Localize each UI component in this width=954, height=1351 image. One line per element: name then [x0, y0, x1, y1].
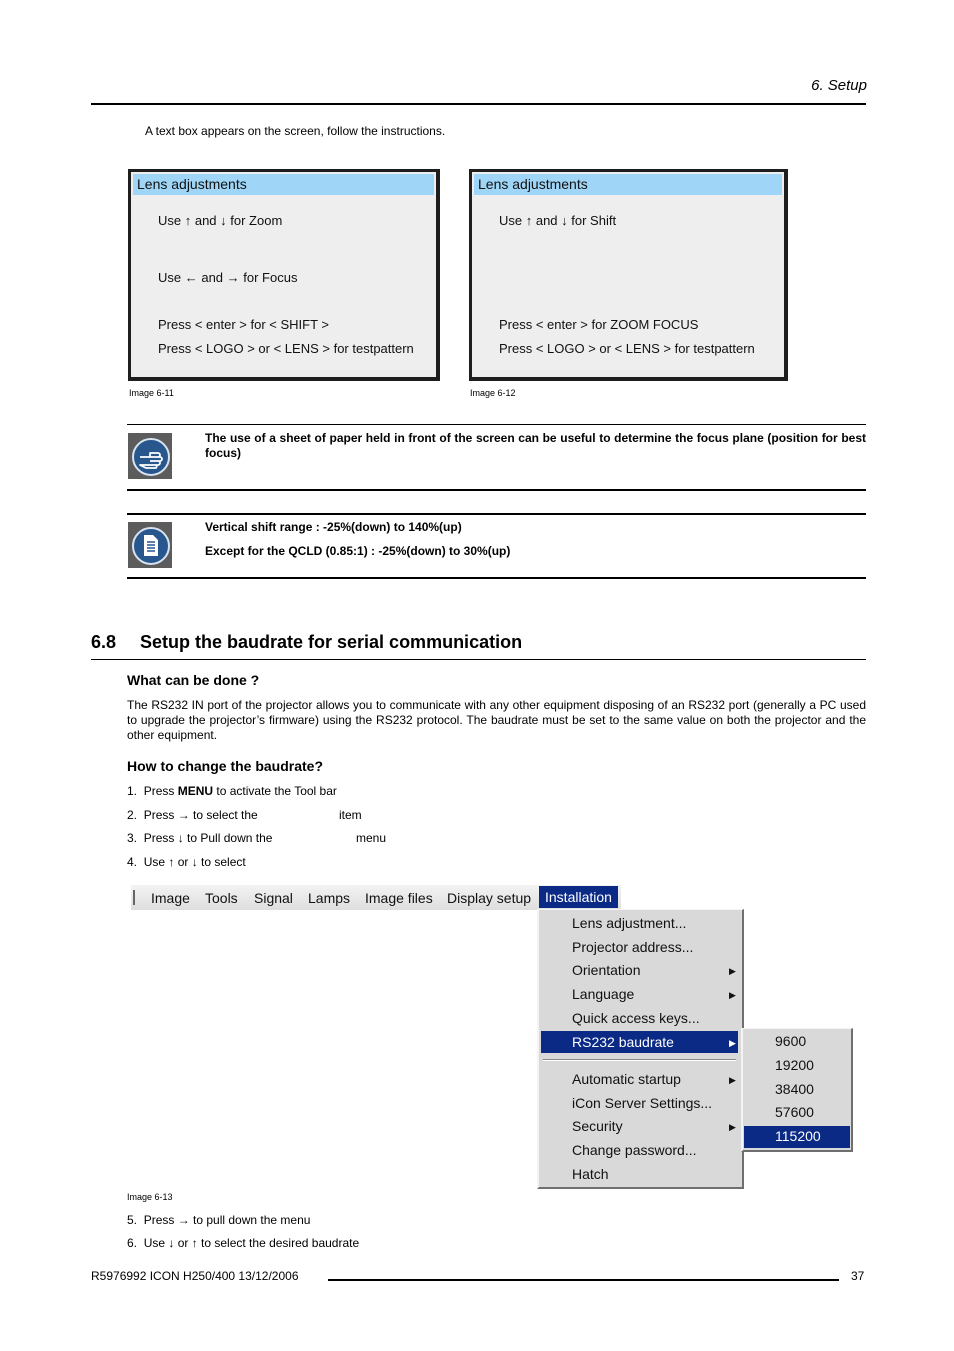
step-number: 4.: [127, 855, 138, 869]
lens-line: Use ↑ and ↓ for Shift: [499, 213, 617, 228]
submenu-arrow-icon: ▶: [729, 1122, 736, 1132]
step-text: Press → to pull down the menu: [143, 1213, 311, 1227]
step-text: to activate the Tool bar: [213, 784, 337, 798]
what-heading: What can be done ?: [127, 672, 260, 688]
tip-text: The use of a sheet of paper held in front of the screen can be useful to determine the focus plane (position for best focus): [205, 431, 866, 460]
tip-rule-top: [127, 424, 866, 425]
lens-line: Use ← and → for Focus: [158, 270, 298, 285]
qcld-shift-range-text: Except for the QCLD (0.85:1) : -25%(down) to 30%(up): [205, 544, 511, 558]
step-2-tail: item: [339, 808, 362, 822]
footer-rule: [328, 1279, 839, 1281]
note-rule-bottom: [127, 577, 866, 579]
step-3: [127, 831, 272, 845]
image-caption: Image 6-13: [127, 1192, 173, 1202]
baudrate-38400[interactable]: 38400: [775, 1081, 814, 1097]
lens-line: Press < enter > for < SHIFT >: [158, 317, 329, 332]
lens-box-title: Lens adjustments: [474, 174, 782, 195]
running-header: 6. Setup: [811, 77, 867, 94]
how-heading: How to change the baudrate?: [127, 758, 324, 774]
section-heading: [91, 632, 522, 653]
baudrate-19200[interactable]: 19200: [775, 1057, 814, 1073]
menu-key: MENU: [177, 784, 214, 798]
menu-display-setup[interactable]: Display setup: [447, 890, 532, 906]
section-number: 6.8: [91, 632, 117, 652]
step-4: [127, 855, 246, 869]
lens-adjustments-box-zoom-focus: [128, 169, 440, 381]
step-2: [127, 808, 258, 822]
step-6: [127, 1236, 359, 1250]
baudrate-9600[interactable]: 9600: [775, 1033, 807, 1049]
lens-line: Press < LOGO > or < LENS > for testpattern: [158, 341, 414, 356]
tool-bar-grip: [133, 890, 135, 905]
step-1: [127, 784, 337, 798]
lens-line: Press < enter > for ZOOM FOCUS: [499, 317, 699, 332]
section-rule: [91, 659, 866, 660]
menu-image[interactable]: Image: [151, 890, 190, 906]
step-number: 2.: [127, 808, 138, 822]
image-caption: Image 6-12: [470, 388, 516, 398]
section-title: Setup the baudrate for serial communication: [140, 632, 523, 652]
note-icon: [128, 522, 172, 568]
menu-lamps[interactable]: Lamps: [308, 890, 351, 906]
step-number: 5.: [127, 1213, 138, 1227]
footer-document-id: R5976992 ICON H250/400 13/12/2006: [91, 1269, 299, 1283]
step-5: [127, 1213, 310, 1227]
what-paragraph: The RS232 IN port of the projector allows you to communicate with any other equipment disposing of an RS232 port (generally a PC used to upgrade the projector’s firmware) using the RS232 protocol. The baudrate must be set to the same value on both the projector and the other equipment.: [127, 698, 866, 742]
menu-item-language[interactable]: Language: [572, 986, 635, 1002]
note-rule-top: [127, 513, 866, 515]
menu-item-hatch[interactable]: Hatch: [572, 1166, 609, 1182]
submenu-arrow-icon: ▶: [729, 1075, 736, 1085]
lens-line: Press < LOGO > or < LENS > for testpattern: [499, 341, 755, 356]
step-number: 6.: [127, 1236, 138, 1250]
step-text: Use ↑ or ↓ to select: [143, 855, 246, 869]
menu-item-orientation[interactable]: Orientation: [572, 962, 641, 978]
menu-item-automatic-startup[interactable]: Automatic startup: [572, 1071, 681, 1087]
page-number: 37: [851, 1269, 865, 1283]
lens-adjustments-box-shift: [469, 169, 788, 381]
submenu-arrow-icon: ▶: [729, 1038, 736, 1048]
lens-box-title: Lens adjustments: [133, 174, 434, 195]
shift-range-text: Vertical shift range : -25%(down) to 140%(up): [205, 520, 462, 534]
lens-line: Use ↑ and ↓ for Zoom: [158, 213, 283, 228]
menu-signal[interactable]: Signal: [254, 890, 293, 906]
pointing-hand-icon: [128, 433, 172, 479]
step-text: Press ↓ to Pull down the: [143, 831, 273, 845]
menu-item-lens-adjustment[interactable]: Lens adjustment...: [572, 915, 687, 931]
submenu-arrow-icon: ▶: [729, 966, 736, 976]
step-number: 3.: [127, 831, 138, 845]
step-text: Use ↓ or ↑ to select the desired baudrate: [143, 1236, 360, 1250]
step-text: Press → to select the: [143, 808, 258, 822]
menu-item-change-password[interactable]: Change password...: [572, 1142, 697, 1158]
menu-installation[interactable]: Installation: [539, 886, 618, 908]
intro-text: A text box appears on the screen, follow the instructions.: [145, 124, 446, 138]
menu-item-rs232-baudrate[interactable]: RS232 baudrate: [572, 1034, 674, 1050]
menu-item-projector-address[interactable]: Projector address...: [572, 939, 694, 955]
step-3-tail: menu: [356, 831, 387, 845]
menu-item-icon-server-settings[interactable]: iCon Server Settings...: [572, 1095, 713, 1111]
step-number: 1.: [127, 784, 138, 798]
menu-item-security[interactable]: Security: [572, 1118, 623, 1134]
baudrate-57600[interactable]: 57600: [775, 1104, 814, 1120]
submenu-arrow-icon: ▶: [729, 990, 736, 1000]
menu-image-files[interactable]: Image files: [365, 890, 433, 906]
header-rule: [91, 103, 866, 105]
menu-separator: [543, 1059, 736, 1061]
menu-item-quick-access-keys[interactable]: Quick access keys...: [572, 1010, 700, 1026]
baudrate-115200[interactable]: 115200: [775, 1128, 821, 1144]
step-text: Press: [143, 784, 178, 798]
image-caption: Image 6-11: [129, 388, 174, 398]
tip-rule-bottom: [127, 489, 866, 491]
menu-tools[interactable]: Tools: [205, 890, 238, 906]
